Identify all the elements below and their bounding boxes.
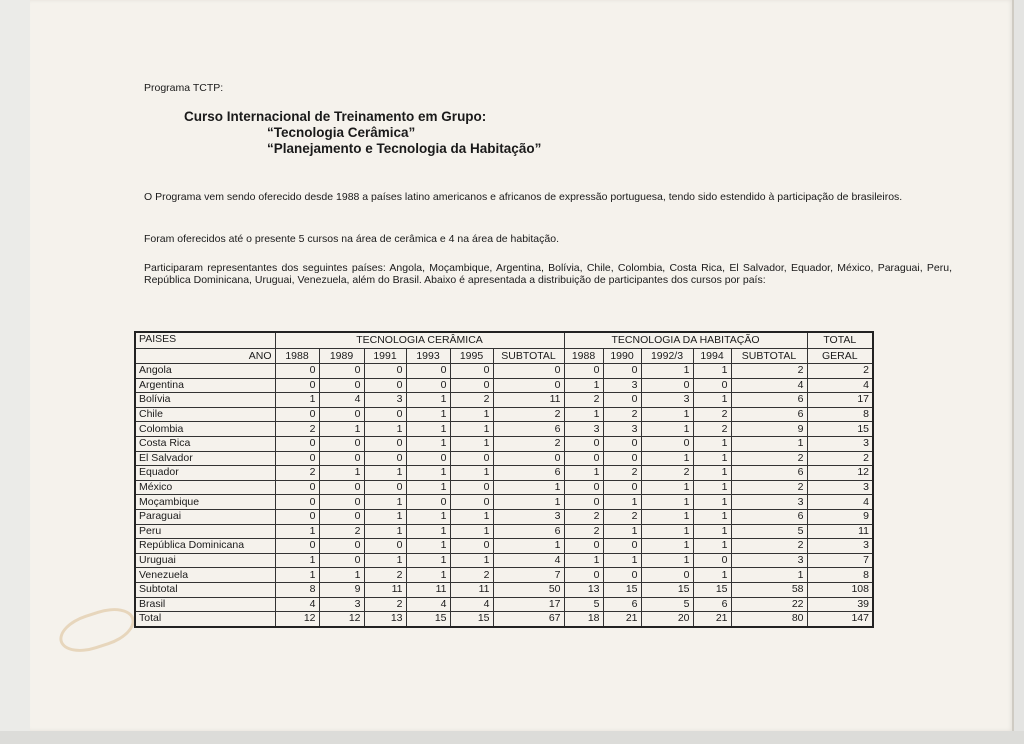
table-row — [135, 480, 873, 495]
habitacao-value-cell: 3 — [641, 393, 693, 408]
habitacao-subtotal-cell: 2 — [731, 451, 807, 466]
ceramica-value-cell: 2 — [275, 422, 319, 437]
ceramica-value-cell: 8 — [275, 582, 319, 597]
ceramica-value-cell: 15 — [406, 612, 450, 627]
year-header: 1993 — [406, 349, 450, 364]
habitacao-subtotal-cell: 22 — [731, 597, 807, 612]
table-row — [135, 582, 873, 597]
habitacao-value-cell: 0 — [641, 378, 693, 393]
country-cell: El Salvador — [135, 451, 275, 466]
ceramica-value-cell: 1 — [364, 422, 406, 437]
participants-table — [134, 331, 874, 628]
total-geral-cell: 7 — [807, 553, 873, 568]
habitacao-subtotal-cell: 1 — [731, 568, 807, 583]
title-line-1: Curso Internacional de Treinamento em Grupo: — [184, 109, 487, 124]
total-geral-cell: 108 — [807, 582, 873, 597]
ceramica-value-cell: 0 — [450, 451, 493, 466]
habitacao-value-cell: 1 — [693, 466, 731, 481]
habitacao-value-cell: 15 — [693, 582, 731, 597]
habitacao-value-cell: 0 — [564, 364, 603, 379]
habitacao-value-cell: 15 — [603, 582, 641, 597]
ceramica-value-cell: 0 — [319, 539, 364, 554]
ceramica-value-cell: 1 — [364, 524, 406, 539]
ceramica-value-cell: 0 — [450, 495, 493, 510]
habitacao-value-cell: 2 — [603, 466, 641, 481]
habitacao-subtotal-cell: 6 — [731, 393, 807, 408]
ceramica-value-cell: 15 — [450, 612, 493, 627]
program-label: Programa TCTP: — [144, 82, 224, 94]
year-header: 1989 — [319, 349, 364, 364]
ceramica-value-cell: 1 — [275, 524, 319, 539]
paragraph-countries: Participaram representantes dos seguintes países: Angola, Moçambique, Argentina, Bolívia, Chile, Colombia, Costa Rica, El Salvador, Equador, México, Paraguai, Peru, República Dominicana, Uruguai, Venezuela, além do Brasil. Abaixo é apresentada a distribuição de participantes dos cursos por país: — [144, 262, 952, 286]
year-header: 1991 — [364, 349, 406, 364]
country-cell: Subtotal — [135, 582, 275, 597]
habitacao-value-cell: 0 — [603, 568, 641, 583]
ceramica-value-cell: 0 — [364, 407, 406, 422]
habitacao-value-cell: 6 — [693, 597, 731, 612]
country-cell: México — [135, 480, 275, 495]
ceramica-value-cell: 3 — [364, 393, 406, 408]
header-row-groups — [135, 332, 873, 349]
table-row — [135, 364, 873, 379]
ceramica-subtotal-cell: 6 — [493, 524, 564, 539]
habitacao-value-cell: 1 — [641, 495, 693, 510]
country-cell: Venezuela — [135, 568, 275, 583]
habitacao-value-cell: 2 — [693, 422, 731, 437]
group-header-ceramica: TECNOLOGIA CERÂMICA — [275, 332, 564, 349]
ceramica-value-cell: 11 — [364, 582, 406, 597]
ceramica-subtotal-cell: 3 — [493, 509, 564, 524]
total-geral-cell: 8 — [807, 407, 873, 422]
habitacao-value-cell: 1 — [693, 568, 731, 583]
table-row — [135, 539, 873, 554]
habitacao-subtotal-cell: 58 — [731, 582, 807, 597]
ceramica-value-cell: 0 — [364, 378, 406, 393]
habitacao-value-cell: 21 — [603, 612, 641, 627]
table-row — [135, 422, 873, 437]
habitacao-value-cell: 1 — [641, 364, 693, 379]
table-row — [135, 612, 873, 627]
year-header: 1988 — [564, 349, 603, 364]
country-cell: Paraguai — [135, 509, 275, 524]
year-header: 1990 — [603, 349, 641, 364]
table-row — [135, 378, 873, 393]
country-cell: Uruguai — [135, 553, 275, 568]
ceramica-value-cell: 0 — [275, 407, 319, 422]
table-row — [135, 553, 873, 568]
ceramica-value-cell: 2 — [450, 568, 493, 583]
habitacao-value-cell: 2 — [693, 407, 731, 422]
ceramica-subtotal-cell: 0 — [493, 378, 564, 393]
total-geral-header-line1: TOTAL — [807, 332, 873, 349]
habitacao-value-cell: 0 — [564, 480, 603, 495]
ceramica-value-cell: 1 — [364, 466, 406, 481]
total-geral-cell: 15 — [807, 422, 873, 437]
ceramica-value-cell: 2 — [364, 597, 406, 612]
habitacao-value-cell: 1 — [693, 539, 731, 554]
ceramica-value-cell: 0 — [406, 378, 450, 393]
habitacao-value-cell: 1 — [564, 378, 603, 393]
country-cell: Equador — [135, 466, 275, 481]
ceramica-value-cell: 4 — [406, 597, 450, 612]
habitacao-subtotal-cell: 6 — [731, 509, 807, 524]
ceramica-subtotal-cell: 67 — [493, 612, 564, 627]
country-cell: República Dominicana — [135, 539, 275, 554]
ceramica-subtotal-cell: 6 — [493, 422, 564, 437]
ceramica-value-cell: 0 — [364, 480, 406, 495]
habitacao-value-cell: 0 — [603, 539, 641, 554]
habitacao-value-cell: 1 — [641, 422, 693, 437]
habitacao-value-cell: 3 — [603, 378, 641, 393]
country-cell: Bolívia — [135, 393, 275, 408]
table-row — [135, 451, 873, 466]
habitacao-value-cell: 15 — [641, 582, 693, 597]
total-geral-cell: 2 — [807, 364, 873, 379]
habitacao-value-cell: 0 — [641, 568, 693, 583]
habitacao-value-cell: 1 — [641, 509, 693, 524]
habitacao-value-cell: 0 — [564, 495, 603, 510]
habitacao-value-cell: 0 — [641, 436, 693, 451]
ceramica-value-cell: 0 — [364, 451, 406, 466]
habitacao-value-cell: 1 — [641, 539, 693, 554]
table-row — [135, 597, 873, 612]
year-header: 1995 — [450, 349, 493, 364]
ceramica-subtotal-cell: 11 — [493, 393, 564, 408]
ceramica-subtotal-cell: 1 — [493, 495, 564, 510]
habitacao-value-cell: 1 — [564, 553, 603, 568]
paragraph-intro: O Programa vem sendo oferecido desde 1988 a países latino americanos e africanos de expressão portuguesa, tendo sido estendido à participação de brasileiros. — [144, 191, 903, 203]
ceramica-value-cell: 1 — [406, 466, 450, 481]
ceramica-value-cell: 0 — [319, 480, 364, 495]
habitacao-value-cell: 0 — [564, 568, 603, 583]
title-line-3: “Planejamento e Tecnologia da Habitação” — [267, 141, 542, 156]
habitacao-value-cell: 6 — [603, 597, 641, 612]
ceramica-value-cell: 4 — [275, 597, 319, 612]
habitacao-value-cell: 0 — [564, 436, 603, 451]
table-row — [135, 436, 873, 451]
total-geral-cell: 2 — [807, 451, 873, 466]
habitacao-value-cell: 1 — [693, 451, 731, 466]
ceramica-value-cell: 1 — [450, 509, 493, 524]
ceramica-value-cell: 4 — [319, 393, 364, 408]
country-cell: Moçambique — [135, 495, 275, 510]
scan-bottom-margin — [0, 731, 1024, 744]
habitacao-value-cell: 2 — [603, 407, 641, 422]
ceramica-value-cell: 0 — [319, 436, 364, 451]
total-geral-cell: 39 — [807, 597, 873, 612]
ceramica-value-cell: 3 — [319, 597, 364, 612]
ceramica-value-cell: 12 — [319, 612, 364, 627]
ceramica-value-cell: 0 — [319, 451, 364, 466]
habitacao-value-cell: 1 — [603, 495, 641, 510]
ceramica-value-cell: 1 — [406, 524, 450, 539]
ceramica-value-cell: 0 — [406, 451, 450, 466]
header-row-years — [135, 349, 873, 364]
country-cell: Chile — [135, 407, 275, 422]
ceramica-value-cell: 1 — [450, 436, 493, 451]
habitacao-value-cell: 0 — [603, 480, 641, 495]
group-header-habitacao: TECNOLOGIA DA HABITAÇÃO — [564, 332, 807, 349]
document-title — [184, 109, 541, 157]
habitacao-value-cell: 1 — [641, 451, 693, 466]
country-cell: Angola — [135, 364, 275, 379]
ceramica-value-cell: 1 — [275, 553, 319, 568]
ceramica-value-cell: 0 — [275, 495, 319, 510]
ceramica-value-cell: 1 — [450, 407, 493, 422]
habitacao-value-cell: 1 — [693, 480, 731, 495]
ceramica-value-cell: 0 — [275, 480, 319, 495]
ceramica-subtotal-cell: 6 — [493, 466, 564, 481]
table-row — [135, 568, 873, 583]
habitacao-value-cell: 2 — [564, 524, 603, 539]
page-edge — [1012, 0, 1014, 731]
ceramica-value-cell: 12 — [275, 612, 319, 627]
country-cell: Brasil — [135, 597, 275, 612]
habitacao-value-cell: 2 — [564, 509, 603, 524]
habitacao-subtotal-cell: 3 — [731, 553, 807, 568]
ceramica-value-cell: 1 — [450, 553, 493, 568]
ceramica-value-cell: 1 — [275, 393, 319, 408]
total-geral-cell: 17 — [807, 393, 873, 408]
habitacao-value-cell: 2 — [564, 393, 603, 408]
habitacao-value-cell: 0 — [603, 364, 641, 379]
ceramica-value-cell: 0 — [319, 495, 364, 510]
ceramica-value-cell: 1 — [406, 480, 450, 495]
ceramica-value-cell: 0 — [319, 509, 364, 524]
ceramica-subtotal-cell: 50 — [493, 582, 564, 597]
ceramica-subtotal-cell: 0 — [493, 451, 564, 466]
ceramica-value-cell: 11 — [450, 582, 493, 597]
ceramica-value-cell: 0 — [450, 480, 493, 495]
country-cell: Peru — [135, 524, 275, 539]
ceramica-value-cell: 0 — [319, 364, 364, 379]
habitacao-subtotal-cell: 2 — [731, 480, 807, 495]
total-geral-header-line2: GERAL — [807, 349, 873, 364]
ceramica-value-cell: 11 — [406, 582, 450, 597]
ceramica-value-cell: 0 — [275, 436, 319, 451]
table-row — [135, 524, 873, 539]
ceramica-value-cell: 1 — [364, 553, 406, 568]
ceramica-value-cell: 0 — [450, 539, 493, 554]
total-geral-cell: 4 — [807, 378, 873, 393]
ceramica-value-cell: 1 — [364, 509, 406, 524]
ceramica-value-cell: 4 — [450, 597, 493, 612]
table-row — [135, 466, 873, 481]
habitacao-subtotal-cell: 6 — [731, 407, 807, 422]
habitacao-value-cell: 2 — [603, 509, 641, 524]
habitacao-subtotal-cell: 2 — [731, 539, 807, 554]
ceramica-value-cell: 1 — [319, 568, 364, 583]
habitacao-value-cell: 0 — [603, 393, 641, 408]
habitacao-value-cell: 1 — [603, 553, 641, 568]
ceramica-value-cell: 0 — [275, 539, 319, 554]
total-geral-cell: 147 — [807, 612, 873, 627]
habitacao-value-cell: 0 — [603, 451, 641, 466]
paragraph-courses: Foram oferecidos até o presente 5 cursos na área de cerâmica e 4 na área de habitação. — [144, 233, 559, 245]
habitacao-value-cell: 21 — [693, 612, 731, 627]
total-geral-cell: 11 — [807, 524, 873, 539]
habitacao-value-cell: 3 — [564, 422, 603, 437]
habitacao-value-cell: 0 — [693, 378, 731, 393]
ceramica-subtotal-cell: 0 — [493, 364, 564, 379]
ceramica-value-cell: 0 — [275, 378, 319, 393]
habitacao-value-cell: 1 — [564, 466, 603, 481]
habitacao-value-cell: 1 — [641, 407, 693, 422]
ceramica-value-cell: 0 — [319, 553, 364, 568]
ceramica-value-cell: 13 — [364, 612, 406, 627]
ceramica-value-cell: 1 — [406, 393, 450, 408]
habitacao-value-cell: 1 — [693, 509, 731, 524]
habitacao-value-cell: 13 — [564, 582, 603, 597]
habitacao-value-cell: 1 — [641, 524, 693, 539]
ceramica-value-cell: 1 — [406, 509, 450, 524]
ceramica-value-cell: 0 — [319, 407, 364, 422]
habitacao-subtotal-cell: 4 — [731, 378, 807, 393]
ceramica-value-cell: 0 — [364, 364, 406, 379]
habitacao-value-cell: 1 — [693, 364, 731, 379]
habitacao-subtotal-cell: 2 — [731, 364, 807, 379]
table-row — [135, 393, 873, 408]
ceramica-subtotal-cell: 7 — [493, 568, 564, 583]
subtotal-header: SUBTOTAL — [731, 349, 807, 364]
ceramica-value-cell: 1 — [406, 436, 450, 451]
habitacao-value-cell: 1 — [641, 553, 693, 568]
habitacao-subtotal-cell: 6 — [731, 466, 807, 481]
habitacao-subtotal-cell: 3 — [731, 495, 807, 510]
country-cell: Total — [135, 612, 275, 627]
year-header: 1992/3 — [641, 349, 693, 364]
total-geral-cell: 4 — [807, 495, 873, 510]
country-cell: Colombia — [135, 422, 275, 437]
habitacao-value-cell: 3 — [603, 422, 641, 437]
ceramica-subtotal-cell: 1 — [493, 539, 564, 554]
ceramica-value-cell: 0 — [275, 451, 319, 466]
ceramica-subtotal-cell: 17 — [493, 597, 564, 612]
ceramica-value-cell: 0 — [319, 378, 364, 393]
total-geral-cell: 3 — [807, 539, 873, 554]
total-geral-cell: 8 — [807, 568, 873, 583]
ceramica-value-cell: 1 — [275, 568, 319, 583]
habitacao-value-cell: 0 — [693, 553, 731, 568]
table-row — [135, 509, 873, 524]
ceramica-value-cell: 1 — [450, 524, 493, 539]
habitacao-value-cell: 0 — [603, 436, 641, 451]
ceramica-value-cell: 1 — [406, 407, 450, 422]
total-geral-cell: 3 — [807, 436, 873, 451]
country-cell: Argentina — [135, 378, 275, 393]
habitacao-value-cell: 1 — [693, 436, 731, 451]
ceramica-value-cell: 1 — [450, 422, 493, 437]
habitacao-value-cell: 18 — [564, 612, 603, 627]
year-header: 1988 — [275, 349, 319, 364]
habitacao-value-cell: 0 — [564, 451, 603, 466]
habitacao-value-cell: 1 — [603, 524, 641, 539]
ceramica-subtotal-cell: 2 — [493, 407, 564, 422]
scan-left-margin — [0, 0, 30, 744]
ceramica-subtotal-cell: 4 — [493, 553, 564, 568]
habitacao-value-cell: 20 — [641, 612, 693, 627]
habitacao-subtotal-cell: 1 — [731, 436, 807, 451]
ceramica-value-cell: 0 — [406, 364, 450, 379]
total-geral-cell: 9 — [807, 509, 873, 524]
ceramica-value-cell: 1 — [406, 539, 450, 554]
habitacao-value-cell: 1 — [693, 495, 731, 510]
ceramica-value-cell: 1 — [406, 568, 450, 583]
year-header: 1994 — [693, 349, 731, 364]
total-geral-cell: 12 — [807, 466, 873, 481]
country-cell: Costa Rica — [135, 436, 275, 451]
ceramica-value-cell: 0 — [406, 495, 450, 510]
habitacao-value-cell: 2 — [641, 466, 693, 481]
ceramica-value-cell: 1 — [319, 422, 364, 437]
table-row — [135, 495, 873, 510]
ceramica-value-cell: 0 — [450, 378, 493, 393]
habitacao-value-cell: 1 — [641, 480, 693, 495]
ceramica-subtotal-cell: 2 — [493, 436, 564, 451]
ano-header: ANO — [135, 349, 275, 364]
ceramica-value-cell: 2 — [450, 393, 493, 408]
ceramica-value-cell: 1 — [450, 466, 493, 481]
ceramica-value-cell: 0 — [364, 436, 406, 451]
subtotal-header: SUBTOTAL — [493, 349, 564, 364]
ceramica-value-cell: 0 — [275, 509, 319, 524]
ceramica-value-cell: 2 — [275, 466, 319, 481]
habitacao-value-cell: 1 — [693, 393, 731, 408]
table-row — [135, 407, 873, 422]
ceramica-value-cell: 0 — [364, 539, 406, 554]
habitacao-value-cell: 5 — [641, 597, 693, 612]
habitacao-value-cell: 1 — [693, 524, 731, 539]
habitacao-subtotal-cell: 5 — [731, 524, 807, 539]
ceramica-value-cell: 9 — [319, 582, 364, 597]
habitacao-subtotal-cell: 9 — [731, 422, 807, 437]
ceramica-value-cell: 1 — [406, 553, 450, 568]
habitacao-value-cell: 1 — [564, 407, 603, 422]
ceramica-value-cell: 1 — [406, 422, 450, 437]
ceramica-value-cell: 0 — [450, 364, 493, 379]
ceramica-value-cell: 0 — [275, 364, 319, 379]
ceramica-value-cell: 1 — [319, 466, 364, 481]
habitacao-value-cell: 0 — [564, 539, 603, 554]
ceramica-value-cell: 2 — [364, 568, 406, 583]
habitacao-value-cell: 5 — [564, 597, 603, 612]
title-line-2: “Tecnologia Cerâmica” — [267, 125, 416, 140]
total-geral-cell: 3 — [807, 480, 873, 495]
paises-header: PAISES — [135, 332, 275, 349]
ceramica-value-cell: 2 — [319, 524, 364, 539]
ceramica-subtotal-cell: 1 — [493, 480, 564, 495]
habitacao-subtotal-cell: 80 — [731, 612, 807, 627]
ceramica-value-cell: 1 — [364, 495, 406, 510]
